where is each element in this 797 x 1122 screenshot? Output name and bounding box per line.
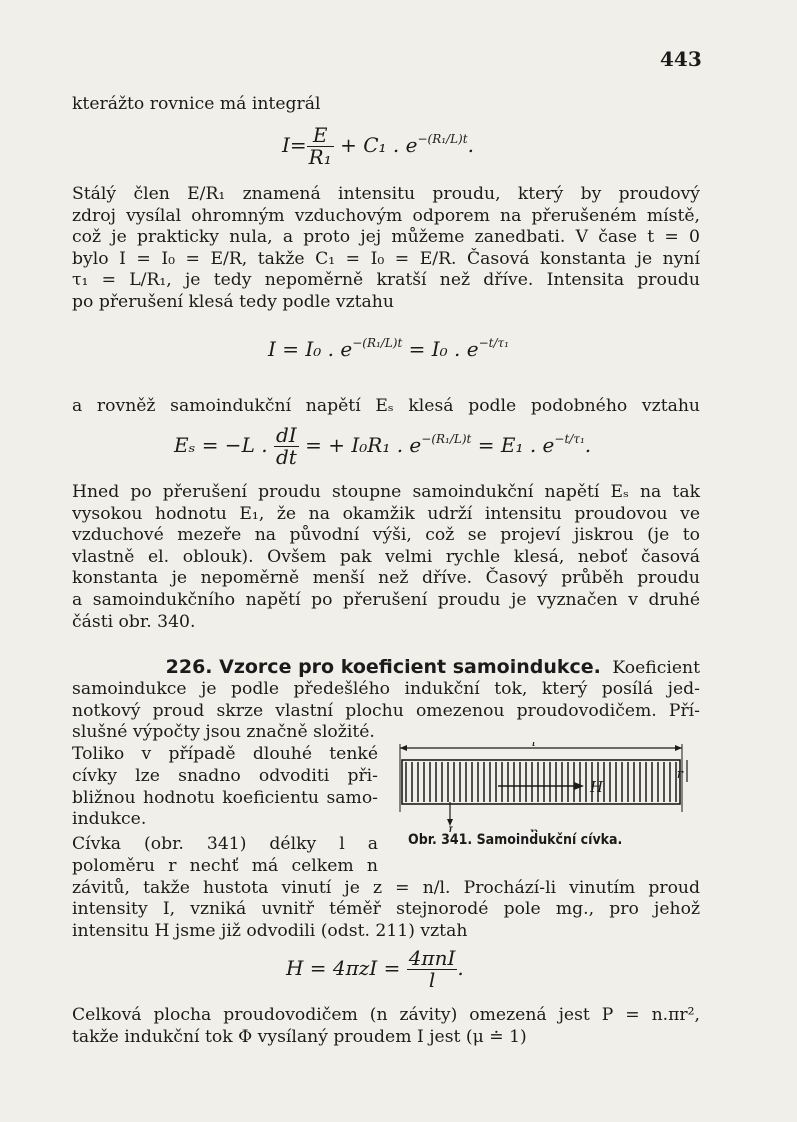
text-line: cívky lze snadno odvoditi při- [72, 765, 378, 786]
label-n [529, 825, 538, 832]
text-line: Stálý člen E/R₁ znamená intensitu proudu, který by proudový [72, 184, 700, 204]
text-line: takže indukční tok Φ vysílaný proudem I jest (μ ≐ 1) [72, 1027, 527, 1048]
coil-diagram [394, 742, 690, 832]
arrow-left [400, 745, 407, 751]
paragraph-flux [72, 1004, 700, 1049]
text-line: po přerušení klesá tedy podle vztahu [72, 291, 394, 312]
section-226 [72, 657, 700, 744]
fraction: $\frac{E}{\text{R₁}}$ [308, 123, 332, 169]
text-line: Cívka (obr. 341) délky l a [72, 834, 378, 854]
intro-text [72, 94, 700, 116]
text-line: indukce. [72, 809, 147, 830]
paragraph-coil-intro [72, 744, 378, 831]
text-line: kterážto rovnice má integrál [72, 94, 321, 114]
figure-caption: Obr. 341. Samoindukční cívka. [408, 832, 623, 848]
equation-self-induced-voltage: Eₛ = −L . $\frac{dI}{dt}$ = + I₀R₁ . $e^{-(R_1/L)t} = E_1$ . $e^{-t/\tau_1}$. [174, 423, 592, 469]
label-l: l [531, 742, 537, 750]
text-line: intensitu H jsme již odvodili (odst. 211) vztah [72, 921, 468, 942]
text-line: vlastně el. oblouk). Ovšem pak velmi rychle klesá, neboť časová [72, 546, 700, 567]
text-line: intensity I, vzniká uvnitř téměř stejnorodé pole mg., pro jehož [72, 899, 700, 920]
text-line: vysokou hodnotu E₁, že na okamžik udrží intensitu proudovou ve [72, 503, 700, 524]
text-line: Celková plocha proudovodičem (n závity) omezená jest P = n.πr², [72, 1005, 700, 1025]
equation-current-decay: I = I₀ . $e^{-(R_1/L)t} = I_0$ . $e^{-t/\tau_1}$ [268, 336, 509, 361]
text-line: τ₁ = L/R₁, je tedy nepoměrně kratší než dříve. Intensita proudu [72, 270, 700, 291]
text-line: konstanta je nepoměrně menší než dříve. Časový průběh proudu [72, 568, 700, 589]
text-line: závitů, takže hustota vinutí je z = n/l. Prochází-li vinutím proud [72, 877, 700, 898]
coil-body [402, 760, 680, 804]
text-line: slušné výpočty jsou značně složité. [72, 722, 375, 743]
label-r: r [676, 767, 683, 782]
text-line: notkový proud skrze vlastní plochu omezenou proudovodičem. Pří- [72, 700, 700, 721]
paragraph-constant-term [72, 184, 700, 314]
text-line: bližnou hodnotu koeficientu samo- [72, 787, 378, 808]
equation-current-integral: I= $\frac{E}{\text{R₁}}$ + C₁ . $e^{-(R_1/L)t}$. [282, 123, 474, 169]
coil-windings [406, 762, 676, 802]
arrow-right [675, 745, 682, 751]
text-line: poloměru r nechť má celkem n [72, 855, 378, 876]
text-line: samoindukce je podle předešlého indukční tok, který posílá jed- [72, 678, 700, 699]
section-heading: 226. Vzorce pro koeficient samoindukce. [165, 656, 601, 678]
label-H: H [590, 778, 604, 796]
equation-field-intensity: H = 4πzI = $\frac{\text{4πnI}}{l}$ . [286, 946, 464, 992]
text-line: a rovněž samoindukční napětí Eₛ klesá podle podobného vztahu [72, 396, 700, 416]
paragraph-spark [72, 482, 700, 633]
text-line: a samoindukčního napětí po přerušení proudu je vyznačen v druhé [72, 589, 700, 610]
text-line: což je prakticky nula, a proto jej můžeme zanedbati. V čase t = 0 [72, 227, 700, 248]
text-line: Koeficient [612, 658, 700, 678]
paragraph-coil-derivation [72, 834, 700, 943]
text-line: Hned po přerušení proudu stoupne samoindukční napětí Eₛ na tak [72, 482, 700, 502]
paragraph-voltage [72, 396, 700, 418]
fraction: $\frac{dI}{dt}$ [275, 423, 297, 469]
text-line: části obr. 340. [72, 611, 196, 632]
label-I [446, 825, 453, 832]
section-first-line [72, 657, 700, 679]
text-line: bylo I = I₀ = E/R, takže C₁ = I₀ = E/R. Časová konstanta je nyní [72, 248, 700, 269]
fraction: $\frac{\text{4πnI}}{l}$ [408, 946, 456, 992]
text-line: vzduchové mezeře na původní výši, což se projeví jiskrou (je to [72, 525, 700, 546]
field-arrow-head [574, 782, 584, 790]
page-number: 443 [660, 47, 702, 71]
text-line: Toliko v případě dlouhé tenké [72, 744, 378, 764]
text-line: zdroj vysílal ohromným vzduchovým odporem na přerušeném místě, [72, 205, 700, 226]
